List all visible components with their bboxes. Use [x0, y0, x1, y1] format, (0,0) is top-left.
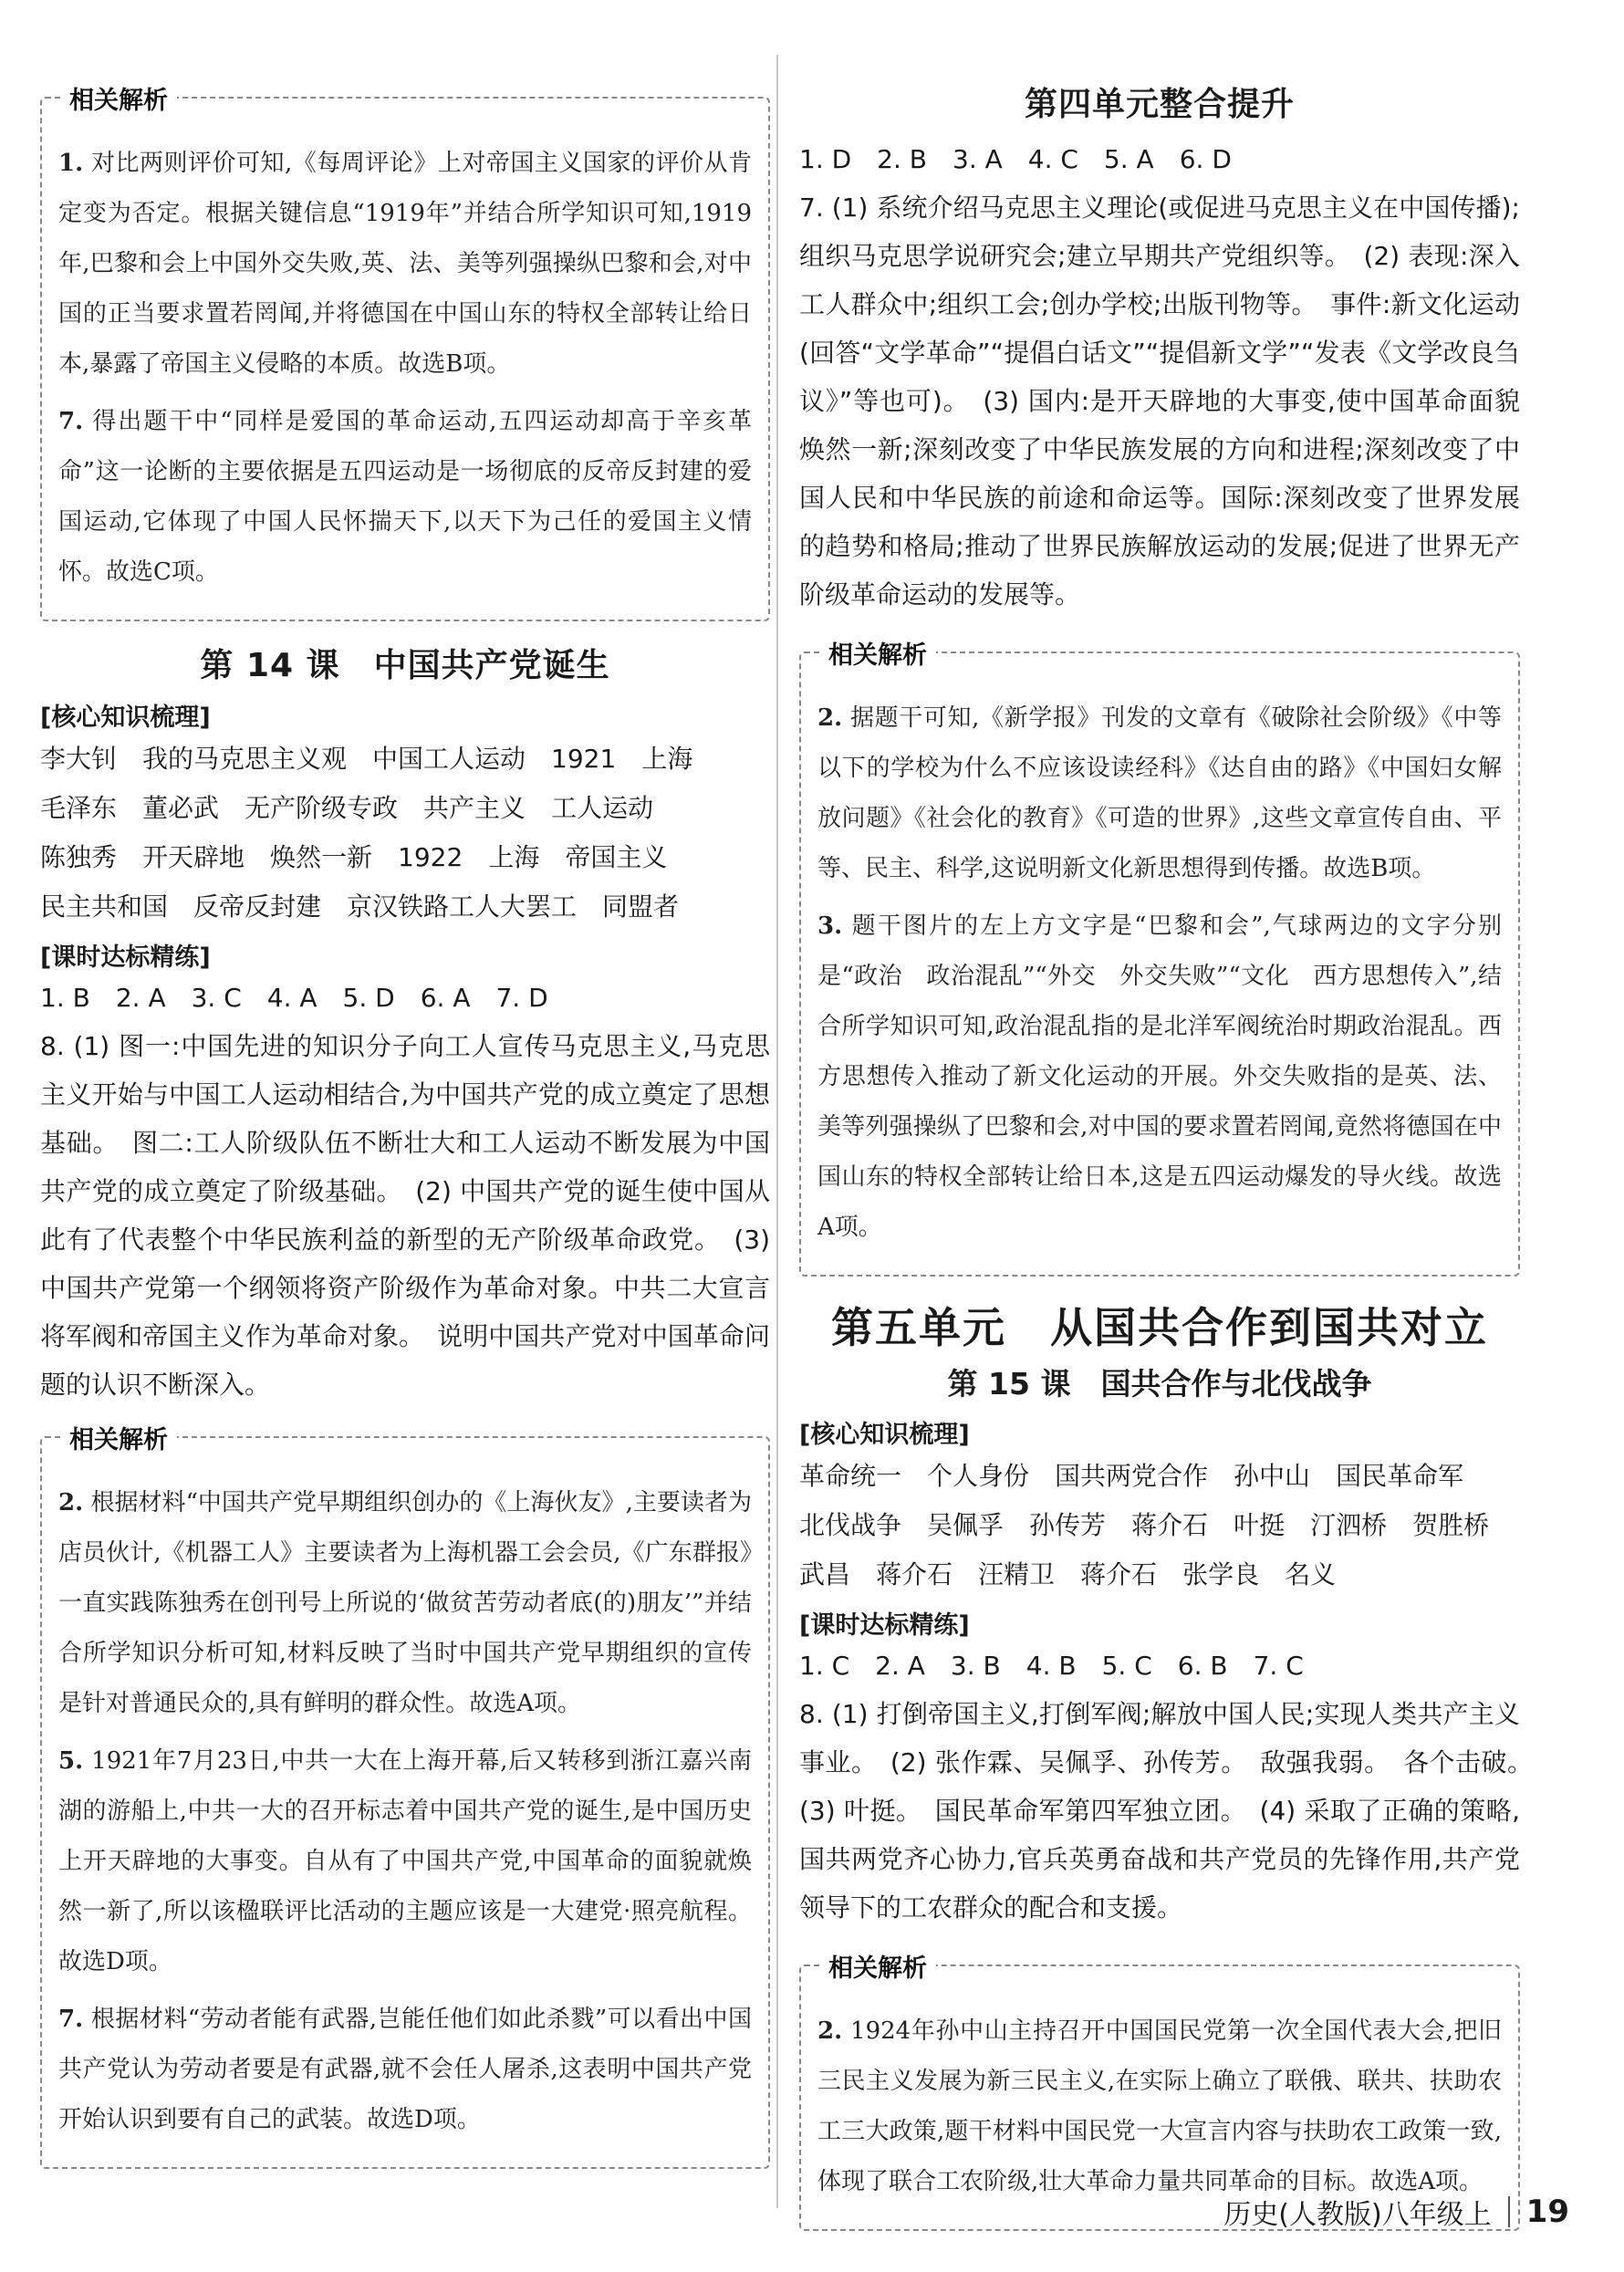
item-text: 根据材料“中国共产党早期组织创办的《上海伙友》,主要读者为店员伙计,《机器工人》主要读者为上海机器工会会员,《广东群报》一直实践陈独秀在创刊号上所说的‘做贫苦劳动者底(的)朋友’”并结合所学知识分析可知,材料反映了当时中国共产党早期组织的宣传是针对普通民众的,具有鲜明的群众性。故选A项。	[58, 1489, 753, 1717]
item-number: 5.	[58, 1747, 84, 1775]
keyword: 张学良	[1182, 1559, 1260, 1589]
keyword: 陈独秀	[40, 842, 118, 872]
keyword: 反帝反封建	[193, 891, 322, 922]
keyword: 帝国主义	[565, 842, 668, 872]
analysis-item	[58, 1995, 752, 2145]
analysis-box-title: 相关解析	[60, 1418, 177, 1457]
item-text: 1921年7月23日,中共一大在上海开幕,后又转移到浙江嘉兴南湖的游船上,中共一大的召开标志着中国共产党的诞生,是中国历史上开天辟地的大事变。自从有了中国共产党,中国革命的面貌就焕然一新了,所以该楹联评比活动的主题应该是一大建党·照亮航程。故选D项。	[58, 1747, 752, 1975]
keyword: 汀泗桥	[1310, 1510, 1388, 1540]
analysis-box	[799, 641, 1520, 1277]
lesson-title: 第 15 课 国共合作与北伐战争	[947, 1366, 1372, 1402]
keyword: 革命统一	[799, 1461, 902, 1491]
question-answer: 8. (1) 打倒帝国主义,打倒军阀;解放中国人民;实现人类共产主义事业。 (2) 张作霖、吴佩孚、孙传芳。 敌强我弱。 各个击破。 (3) 叶挺。 国民革命军第四军独立团。 (4) 采取了正确的策略,国共两党齐心协力,官兵英勇奋战和共产党员的先锋作用,共产党领导下的工农群众的配合和支援。	[799, 1699, 1546, 1923]
keyword: 李大钊	[40, 744, 118, 774]
footer-divider	[1508, 2196, 1510, 2227]
item-text: 对比两则评价可知,《每周评论》上对帝国主义国家的评价从肯定变为否定。根据关键信息“1919年”并结合所学知识可知,1919年,巴黎和会上中国外交失败,英、法、美等列强操纵巴黎和会,对中国的正当要求置若罔闻,并将德国在中国山东的特权全部转让给日本,暴露了帝国主义侵略的本质。故选B项。	[58, 150, 753, 378]
section-label: [课时达标精练]	[40, 943, 211, 972]
item-number: 2.	[58, 1489, 84, 1516]
keyword: 开天辟地	[142, 842, 245, 872]
keyword: 中国工人运动	[372, 744, 526, 774]
keyword: 蒋介石	[876, 1559, 953, 1589]
item-number: 7.	[58, 408, 84, 435]
unit-title: 第五单元 从国共合作到国共对立	[831, 1303, 1488, 1352]
answer-key: 1. C 2. A 3. B 4. B 5. C 6. B 7. C	[799, 1651, 1304, 1681]
left-column	[40, 78, 770, 2187]
keyword: 我的马克思主义观	[142, 744, 348, 774]
keyword: 叶挺	[1234, 1510, 1286, 1540]
keyword: 吴佩孚	[927, 1510, 1005, 1540]
item-text: 1924年孙中山主持召开中国国民党第一次全国代表大会,把旧三民主义发展为新三民主义,在实际上确立了联俄、联共、扶助农工三大政策,题干材料中国民党一大宣言内容与扶助农工政策一致,体现了联合工农阶级,壮大革命力量共同革命的目标。故选A项。	[817, 2017, 1503, 2195]
keyword-list	[799, 1452, 1520, 1600]
question-answer: 7. (1) 系统介绍马克思主义理论(或促进马克思主义在中国传播);组织马克思学说研究会;建立早期共产党组织等。 (2) 表现:深入工人群众中;组织工会;创办学校;出版刊物等。 事件:新文化运动(回答“文学革命”“提倡白话文”“提倡新文学”“发表《文学改良刍议》”等也可)。 (3) 国内:是开天辟地的大事变,使中国革命面貌焕然一新;深刻改变了中华民族发展的方向和进程;深刻改变了中国人民和中华民族的前途和命运等。国际:深刻改变了世界发展的趋势和格局;推动了世界民族解放运动的发展;促进了世界无产阶级革命运动的发展等。	[799, 193, 1520, 610]
section-label: [核心知识梳理]	[40, 703, 211, 732]
analysis-box-title: 相关解析	[819, 1946, 936, 1985]
unit-review-title: 第四单元整合提升	[1024, 86, 1295, 123]
keyword: 上海	[641, 744, 693, 774]
keyword: 蒋介石	[1080, 1559, 1158, 1589]
keyword: 同盟者	[602, 891, 680, 922]
keyword: 董必武	[142, 793, 220, 823]
section-label: [课时达标精练]	[799, 1611, 970, 1640]
keyword: 个人身份	[927, 1461, 1030, 1491]
keyword: 京汉铁路工人大罢工	[347, 891, 578, 922]
answer-key: 1. B 2. A 3. C 4. A 5. D 6. A 7. D	[40, 983, 548, 1013]
keyword: 孙传芳	[1029, 1510, 1107, 1540]
item-number: 7.	[58, 2006, 84, 2033]
keyword: 毛泽东	[40, 793, 118, 823]
item-number: 1.	[58, 150, 84, 177]
keyword: 国民革命军	[1336, 1461, 1464, 1491]
keyword: 工人运动	[551, 793, 654, 823]
item-number: 2.	[817, 704, 843, 732]
keyword: 蒋介石	[1131, 1510, 1209, 1540]
analysis-box	[40, 87, 770, 621]
keyword: 民主共和国	[40, 891, 169, 922]
keyword: 汪精卫	[978, 1559, 1056, 1589]
item-number: 3.	[817, 912, 843, 940]
keyword: 贺胜桥	[1412, 1510, 1490, 1540]
keyword: 焕然一新	[270, 842, 373, 872]
book-title: 历史(人教版)八年级上	[1223, 2199, 1492, 2231]
column-divider	[776, 55, 778, 2208]
question-answer: 8. (1) 图一:中国先进的知识分子向工人宣传马克思主义,马克思主义开始与中国工人运动相结合,为中国共产党的成立奠定了思想基础。 图二:工人阶级队伍不断壮大和工人运动不断发展为中国共产党的成立奠定了阶级基础。 (2) 中国共产党的诞生使中国从此有了代表整个中华民族利益的新型的无产阶级革命政党。 (3) 中国共产党第一个纲领将资产阶级作为革命对象。中共二大宣言将军阀和帝国主义作为革命对象。 说明中国共产党对中国革命问题的认识不断深入。	[40, 1031, 770, 1400]
answer-key: 1. D 2. B 3. A 4. C 5. A 6. D	[799, 144, 1232, 174]
keyword: 1921	[551, 744, 617, 774]
item-text: 据题干可知,《新学报》刊发的文章有《破除社会阶级》《中等以下的学校为什么不应该设读经科》《达自由的路》《中国妇女解放问题》《社会化的教育》《可造的世界》,这些文章宣传自由、平等、民主、科学,这说明新文化新思想得到传播。故选B项。	[817, 704, 1503, 882]
keyword: 武昌	[799, 1559, 851, 1589]
keyword-list	[40, 735, 770, 932]
item-text: 根据材料“劳动者能有武器,岂能任他们如此杀戮”可以看出中国共产党认为劳动者要是有武器,就不会任人屠杀,这表明中国共产党开始认识到要有自己的武装。故选D项。	[58, 2006, 753, 2133]
keyword: 1922	[398, 842, 463, 872]
keyword: 北伐战争	[799, 1510, 902, 1540]
analysis-item	[817, 2006, 1502, 2207]
analysis-item	[58, 1478, 752, 1729]
analysis-box-title: 相关解析	[60, 78, 177, 118]
keyword: 上海	[488, 842, 540, 872]
analysis-item	[817, 693, 1502, 894]
section-label: [核心知识梳理]	[799, 1421, 970, 1449]
analysis-item	[58, 139, 752, 390]
analysis-item	[817, 902, 1502, 1253]
analysis-item	[58, 397, 752, 598]
right-column	[799, 78, 1546, 2249]
item-text: 得出题干中“同样是爱国的革命运动,五四运动却高于辛亥革命”这一论断的主要依据是五四运动是一场彻底的反帝反封建的爱国运动,它体现了中国人民怀揣天下,以天下为己任的爱国主义情怀。故选C项。	[58, 408, 753, 586]
keyword: 无产阶级专政	[245, 793, 399, 823]
lesson-title: 第 14 课 中国共产党诞生	[200, 647, 610, 684]
item-number: 2.	[817, 2017, 843, 2045]
keyword: 国共两党合作	[1055, 1461, 1209, 1491]
keyword: 孙中山	[1234, 1461, 1311, 1491]
page-footer	[1223, 2192, 1569, 2232]
item-text: 题干图片的左上方文字是“巴黎和会”,气球两边的文字分别是“政治 政治混乱”“外交 外交失败”“文化 西方思想传入”,结合所学知识可知,政治混乱指的是北洋军阀统治时期政治混乱。西方思想传入推动了新文化运动的开展。外交失败指的是英、法、美等列强操纵了巴黎和会,对中国的要求置若罔闻,竟然将德国在中国山东的特权全部转让给日本,这是五四运动爆发的导火线。故选A项。	[817, 912, 1503, 1241]
keyword: 共产主义	[423, 793, 526, 823]
analysis-item	[58, 1736, 752, 1987]
keyword: 名义	[1285, 1559, 1337, 1589]
page-number: 19	[1525, 2194, 1569, 2230]
analysis-box	[40, 1426, 770, 2169]
analysis-box-title: 相关解析	[819, 633, 936, 672]
